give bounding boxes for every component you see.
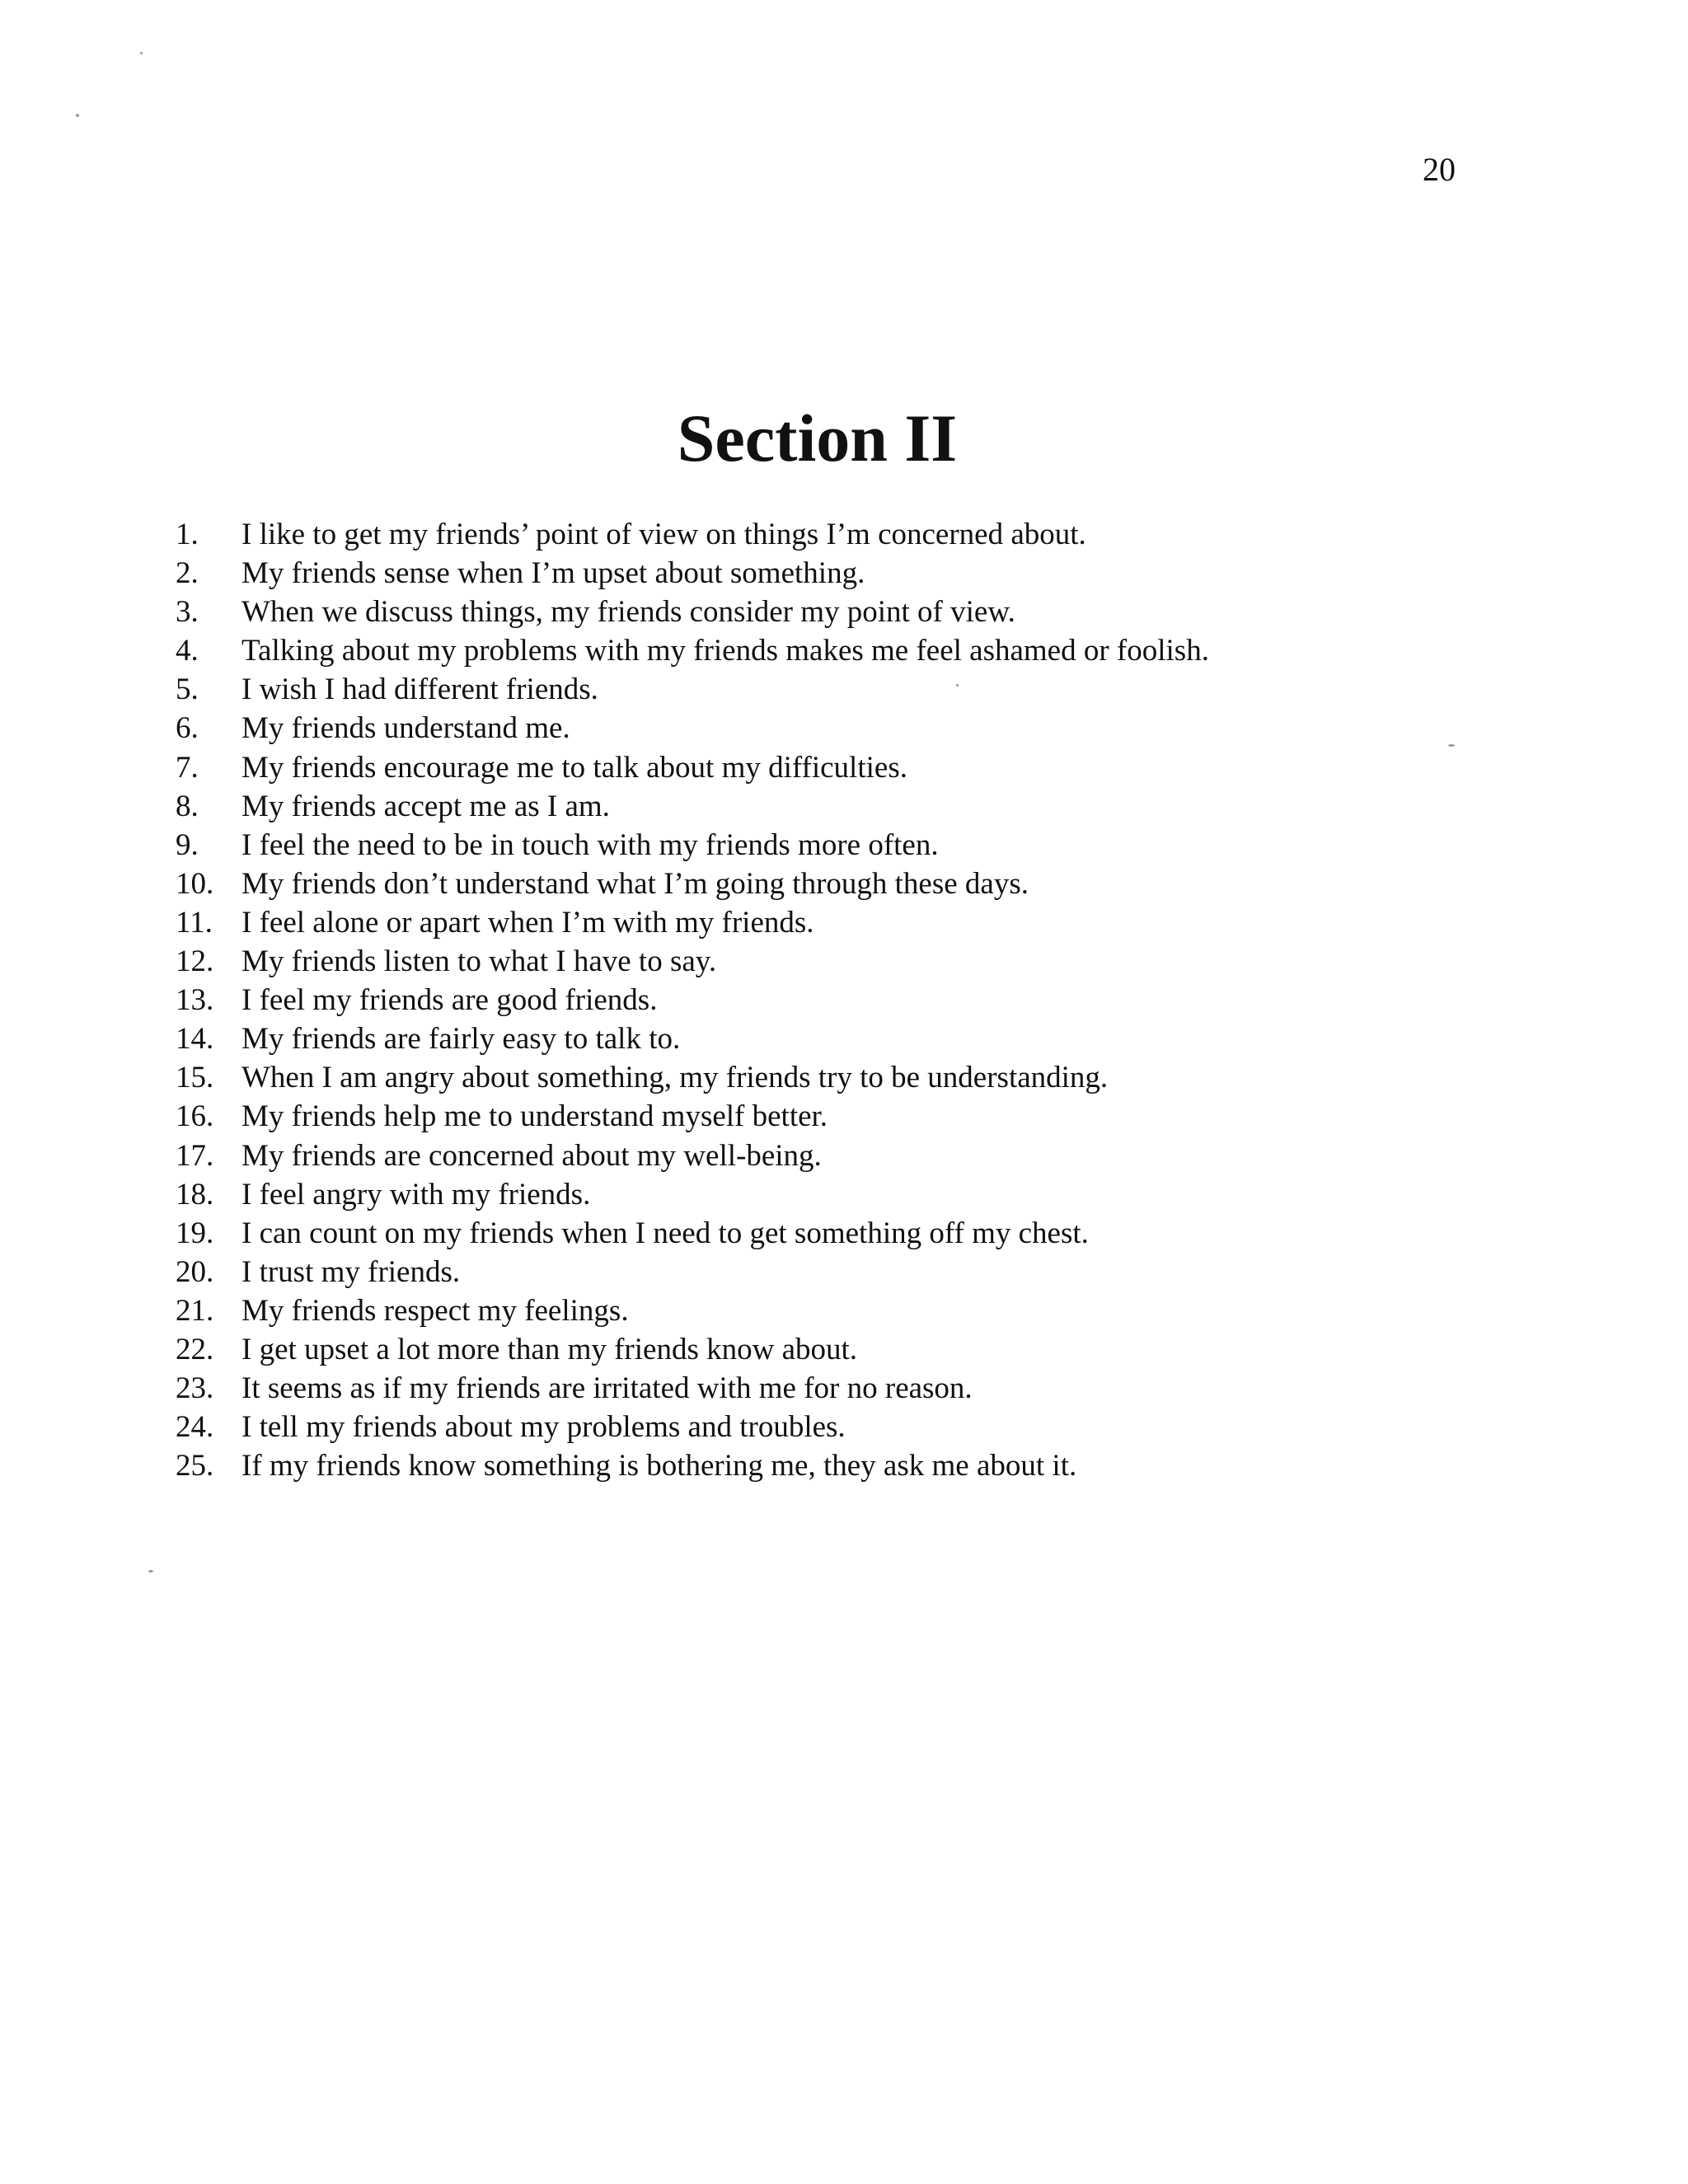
item-text: It seems as if my friends are irritated with me for no reason. xyxy=(241,1371,973,1406)
item-number: 3. xyxy=(176,595,199,630)
item-text: I feel alone or apart when I’m with my friends. xyxy=(241,905,814,940)
item-number: 10. xyxy=(176,866,214,901)
item-number: 17. xyxy=(176,1138,214,1173)
item-number: 2. xyxy=(176,556,199,591)
list-item xyxy=(176,903,1209,942)
item-number: 9. xyxy=(176,827,199,862)
item-text: I feel my friends are good friends. xyxy=(241,983,658,1018)
item-text: My friends respect my feelings. xyxy=(241,1293,629,1328)
item-number: 22. xyxy=(176,1332,214,1366)
list-item xyxy=(176,1214,1209,1253)
item-text: My friends listen to what I have to say. xyxy=(241,944,717,979)
list-item xyxy=(176,1175,1209,1214)
item-text: I tell my friends about my problems and troubles. xyxy=(241,1410,846,1445)
list-item xyxy=(176,515,1209,554)
list-item xyxy=(176,865,1209,903)
item-text: I feel the need to be in touch with my friends more often. xyxy=(241,827,939,862)
page-number: 20 xyxy=(1423,151,1456,188)
item-text: I wish I had different friends. xyxy=(241,673,598,707)
list-item xyxy=(176,631,1209,670)
item-text: When we discuss things, my friends consider my point of view. xyxy=(241,595,1015,630)
list-item xyxy=(176,826,1209,865)
item-number: 19. xyxy=(176,1216,214,1250)
list-item xyxy=(176,670,1209,709)
list-item xyxy=(176,554,1209,593)
item-number: 15. xyxy=(176,1061,214,1095)
item-number: 20. xyxy=(176,1254,214,1289)
list-item xyxy=(176,748,1209,787)
item-text: When I am angry about something, my friends try to be understanding. xyxy=(241,1061,1109,1095)
item-text: My friends encourage me to talk about my difficulties. xyxy=(241,750,907,785)
item-number: 18. xyxy=(176,1177,214,1212)
item-number: 23. xyxy=(176,1371,214,1406)
item-number: 1. xyxy=(176,518,199,551)
section-title: Section II xyxy=(677,401,958,476)
item-number: 24. xyxy=(176,1410,214,1445)
item-number: 21. xyxy=(176,1293,214,1328)
list-item xyxy=(176,593,1209,631)
item-text: I like to get my friends’ point of view on things I’m concerned about. xyxy=(241,518,1086,551)
item-number: 25. xyxy=(176,1449,214,1483)
item-number: 16. xyxy=(176,1099,214,1134)
scan-speck xyxy=(140,52,143,54)
list-item xyxy=(176,1330,1209,1369)
item-number: 11. xyxy=(176,905,213,940)
list-item xyxy=(176,1097,1209,1136)
item-text: My friends sense when I’m upset about something. xyxy=(241,556,865,591)
item-number: 12. xyxy=(176,944,214,979)
item-number: 13. xyxy=(176,983,214,1018)
item-number: 7. xyxy=(176,750,199,785)
item-text: My friends understand me. xyxy=(241,711,570,746)
list-item xyxy=(176,787,1209,826)
list-item xyxy=(176,1019,1209,1058)
item-text: My friends don’t understand what I’m going through these days. xyxy=(241,866,1029,901)
list-item xyxy=(176,709,1209,748)
list-item xyxy=(176,981,1209,1019)
list-item xyxy=(176,1058,1209,1097)
scan-speck xyxy=(956,684,959,687)
item-text: My friends are concerned about my well-being. xyxy=(241,1138,822,1173)
item-text: I get upset a lot more than my friends know about. xyxy=(241,1332,858,1366)
item-text: My friends accept me as I am. xyxy=(241,789,610,823)
list-item xyxy=(176,1408,1209,1446)
item-number: 5. xyxy=(176,673,199,707)
list-item xyxy=(176,1291,1209,1330)
scan-speck xyxy=(76,114,79,117)
item-text: My friends are fairly easy to talk to. xyxy=(241,1022,681,1057)
item-text: My friends help me to understand myself better. xyxy=(241,1099,828,1134)
list-item xyxy=(176,1446,1209,1485)
item-number: 8. xyxy=(176,789,199,823)
item-text: I can count on my friends when I need to get something off my chest. xyxy=(241,1216,1089,1250)
scan-speck xyxy=(1448,744,1455,747)
questionnaire-list xyxy=(176,515,1209,1485)
item-number: 14. xyxy=(176,1022,214,1057)
list-item xyxy=(176,942,1209,981)
item-text: I feel angry with my friends. xyxy=(241,1177,591,1212)
list-item xyxy=(176,1137,1209,1175)
scan-speck xyxy=(148,1570,153,1572)
item-text: Talking about my problems with my friends makes me feel ashamed or foolish. xyxy=(241,634,1209,668)
list-item xyxy=(176,1369,1209,1408)
list-item xyxy=(176,1253,1209,1291)
item-text: If my friends know something is bothering me, they ask me about it. xyxy=(241,1449,1077,1483)
item-number: 6. xyxy=(176,711,199,746)
item-text: I trust my friends. xyxy=(241,1254,461,1289)
item-number: 4. xyxy=(176,634,199,668)
